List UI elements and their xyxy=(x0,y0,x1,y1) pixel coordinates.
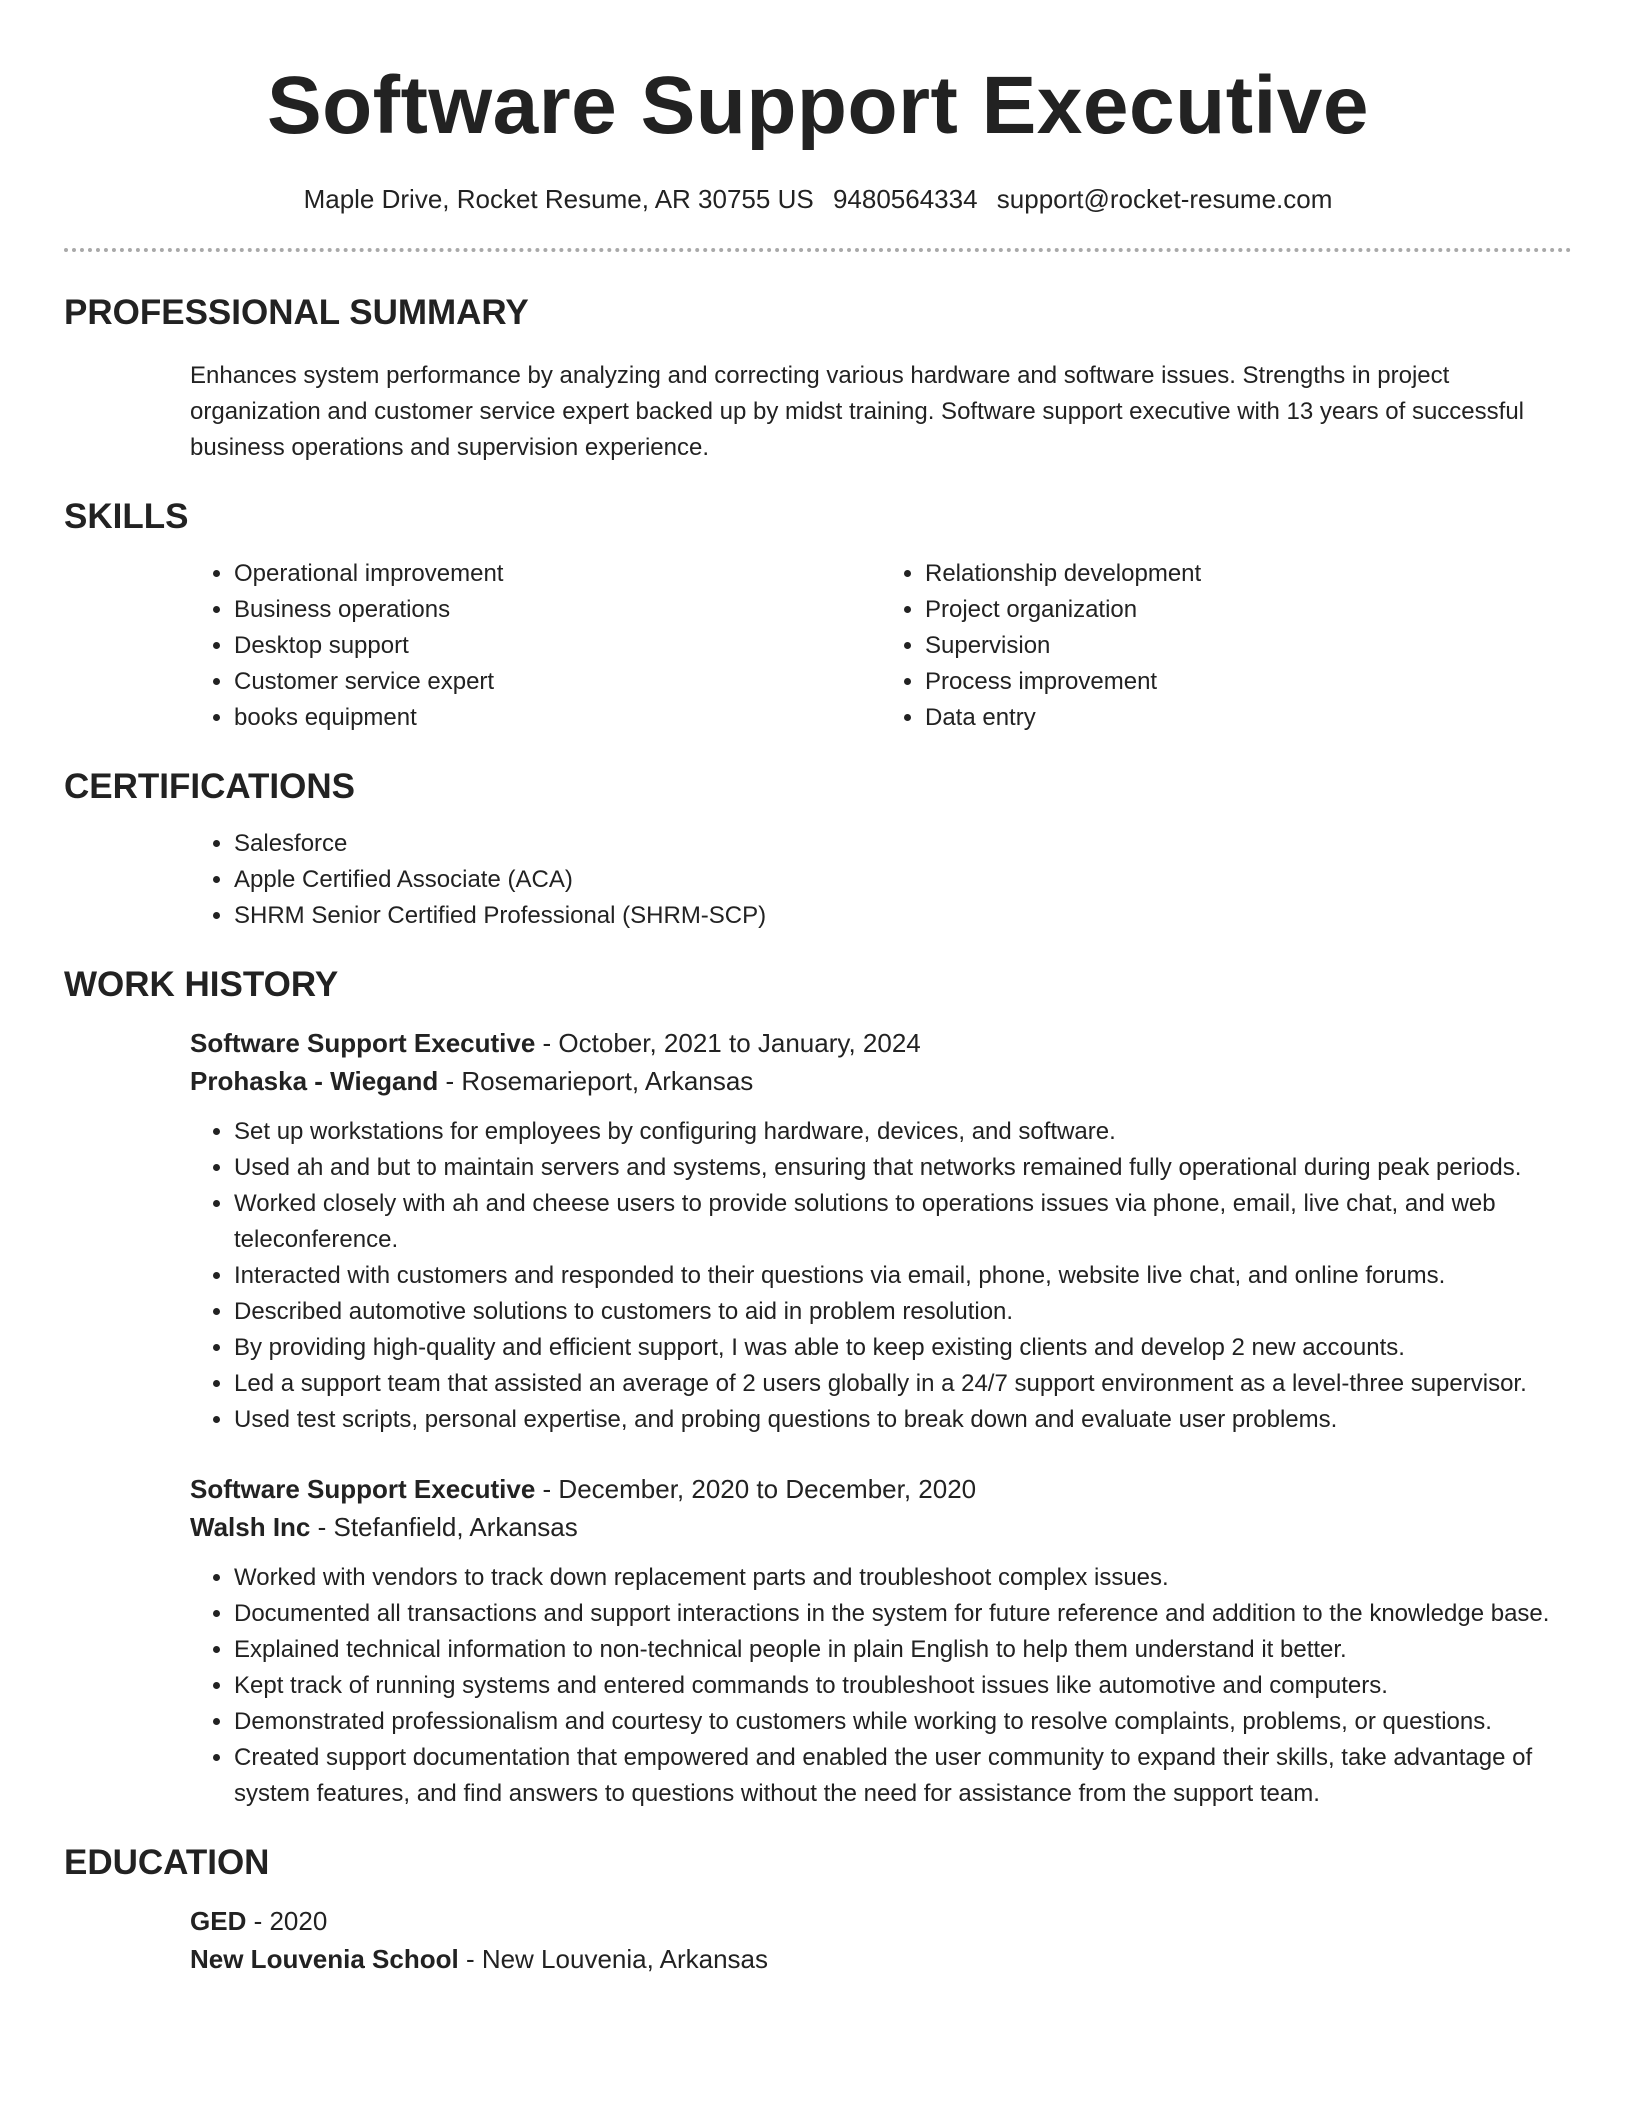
job-entry xyxy=(190,1470,1572,1812)
job-bullet: • Set up workstations for employees by configuring hardware, devices, and software. xyxy=(234,1114,1572,1150)
job-company: Prohaska - Wiegand xyxy=(190,1066,439,1096)
certification-item: • SHRM Senior Certified Professional (SHRM-SCP) xyxy=(234,898,1572,934)
job-bullets xyxy=(190,1114,1572,1438)
skills-heading: SKILLS xyxy=(64,497,189,536)
job-dates: - December, 2020 to December, 2020 xyxy=(535,1474,977,1504)
job-dates: - October, 2021 to January, 2024 xyxy=(535,1028,921,1058)
job-bullet: • Used test scripts, personal expertise, and probing questions to break down and evaluate user problems. xyxy=(234,1402,1572,1438)
job-title-line xyxy=(190,1024,1572,1062)
skill-item: • Data entry xyxy=(925,700,1572,736)
skill-item: • Process improvement xyxy=(925,664,1572,700)
work-history-section xyxy=(64,964,1572,1812)
job-title-line xyxy=(190,1470,1572,1508)
skill-item: • Project organization xyxy=(925,592,1572,628)
job-bullet: • Worked closely with ah and cheese users to provide solutions to operations issues via phone, email, live chat, and web teleconference. xyxy=(234,1186,1572,1258)
job-role: Software Support Executive xyxy=(190,1028,536,1058)
job-location: - Rosemarieport, Arkansas xyxy=(438,1066,754,1096)
skill-item: • books equipment xyxy=(234,700,881,736)
skills-columns xyxy=(190,556,1572,736)
job-entry xyxy=(190,1024,1572,1438)
certifications-heading: CERTIFICATIONS xyxy=(64,767,356,806)
skill-item: • Business operations xyxy=(234,592,881,628)
summary-heading: PROFESSIONAL SUMMARY xyxy=(64,293,529,332)
education-year: - 2020 xyxy=(246,1906,328,1936)
job-bullet: • By providing high-quality and efficient support, I was able to keep existing clients and develop 2 new accounts. xyxy=(234,1330,1572,1366)
job-role: Software Support Executive xyxy=(190,1474,536,1504)
skills-section xyxy=(64,496,1572,736)
certifications-list xyxy=(190,826,1572,934)
job-bullet: • Explained technical information to non-technical people in plain English to help them understand it better. xyxy=(234,1632,1572,1668)
summary-section xyxy=(64,292,1572,466)
job-bullet: • Created support documentation that empowered and enabled the user community to expand their skills, take advantage of system features, and find answers to questions without the need for assistance from the support team. xyxy=(234,1740,1572,1812)
education-heading: EDUCATION xyxy=(64,1843,270,1882)
skill-item: • Operational improvement xyxy=(234,556,881,592)
education-degree-line xyxy=(190,1902,1572,1940)
job-bullet: • Demonstrated professionalism and courtesy to customers while working to resolve complaints, problems, or questions. xyxy=(234,1704,1572,1740)
skills-list-left xyxy=(190,556,881,736)
education-degree: GED xyxy=(190,1906,247,1936)
education-location: - New Louvenia, Arkansas xyxy=(458,1944,768,1974)
job-location: - Stefanfield, Arkansas xyxy=(310,1512,578,1542)
job-bullet: • Documented all transactions and support interactions in the system for future reference and addition to the knowledge base. xyxy=(234,1596,1572,1632)
candidate-name: Software Support Executive xyxy=(266,60,1370,151)
skill-item: • Supervision xyxy=(925,628,1572,664)
skill-item: • Desktop support xyxy=(234,628,881,664)
certification-item: • Salesforce xyxy=(234,826,1572,862)
job-company-line xyxy=(190,1062,1572,1100)
education-section xyxy=(64,1842,1572,1978)
certifications-section xyxy=(64,766,1572,934)
job-bullet: • Used ah and but to maintain servers and systems, ensuring that networks remained fully operational during peak periods. xyxy=(234,1150,1572,1186)
contact-line xyxy=(64,182,1572,216)
summary-text: Enhances system performance by analyzing and correcting various hardware and software issues. Strengths in project organization and customer service expert backed up by midst training. Software support executive with 13 years of successful business operations and supervision experience. xyxy=(190,362,1525,461)
address: Maple Drive, Rocket Resume, AR 30755 US xyxy=(303,184,814,214)
work-history-heading: WORK HISTORY xyxy=(64,965,339,1004)
job-bullet: • Led a support team that assisted an average of 2 users globally in a 24/7 support environment as a level-three supervisor. xyxy=(234,1366,1572,1402)
skill-item: • Customer service expert xyxy=(234,664,881,700)
job-company: Walsh Inc xyxy=(190,1512,311,1542)
education-entry xyxy=(190,1902,1572,1978)
education-school-line xyxy=(190,1940,1572,1978)
job-company-line xyxy=(190,1508,1572,1546)
skill-item: • Relationship development xyxy=(925,556,1572,592)
certification-item: • Apple Certified Associate (ACA) xyxy=(234,862,1572,898)
education-school: New Louvenia School xyxy=(190,1944,459,1974)
job-bullet: • Interacted with customers and responded to their questions via email, phone, website live chat, and online forums. xyxy=(234,1258,1572,1294)
phone-number: 9480564334 xyxy=(832,184,978,214)
job-bullet: • Kept track of running systems and entered commands to troubleshoot issues like automotive and computers. xyxy=(234,1668,1572,1704)
resume-page xyxy=(64,0,1572,1978)
email-address: support@rocket-resume.com xyxy=(996,184,1333,214)
header-divider xyxy=(64,248,1572,252)
job-bullets xyxy=(190,1560,1572,1812)
job-bullet: • Worked with vendors to track down replacement parts and troubleshoot complex issues. xyxy=(234,1560,1572,1596)
job-bullet: • Described automotive solutions to customers to aid in problem resolution. xyxy=(234,1294,1572,1330)
skills-list-right xyxy=(881,556,1572,736)
